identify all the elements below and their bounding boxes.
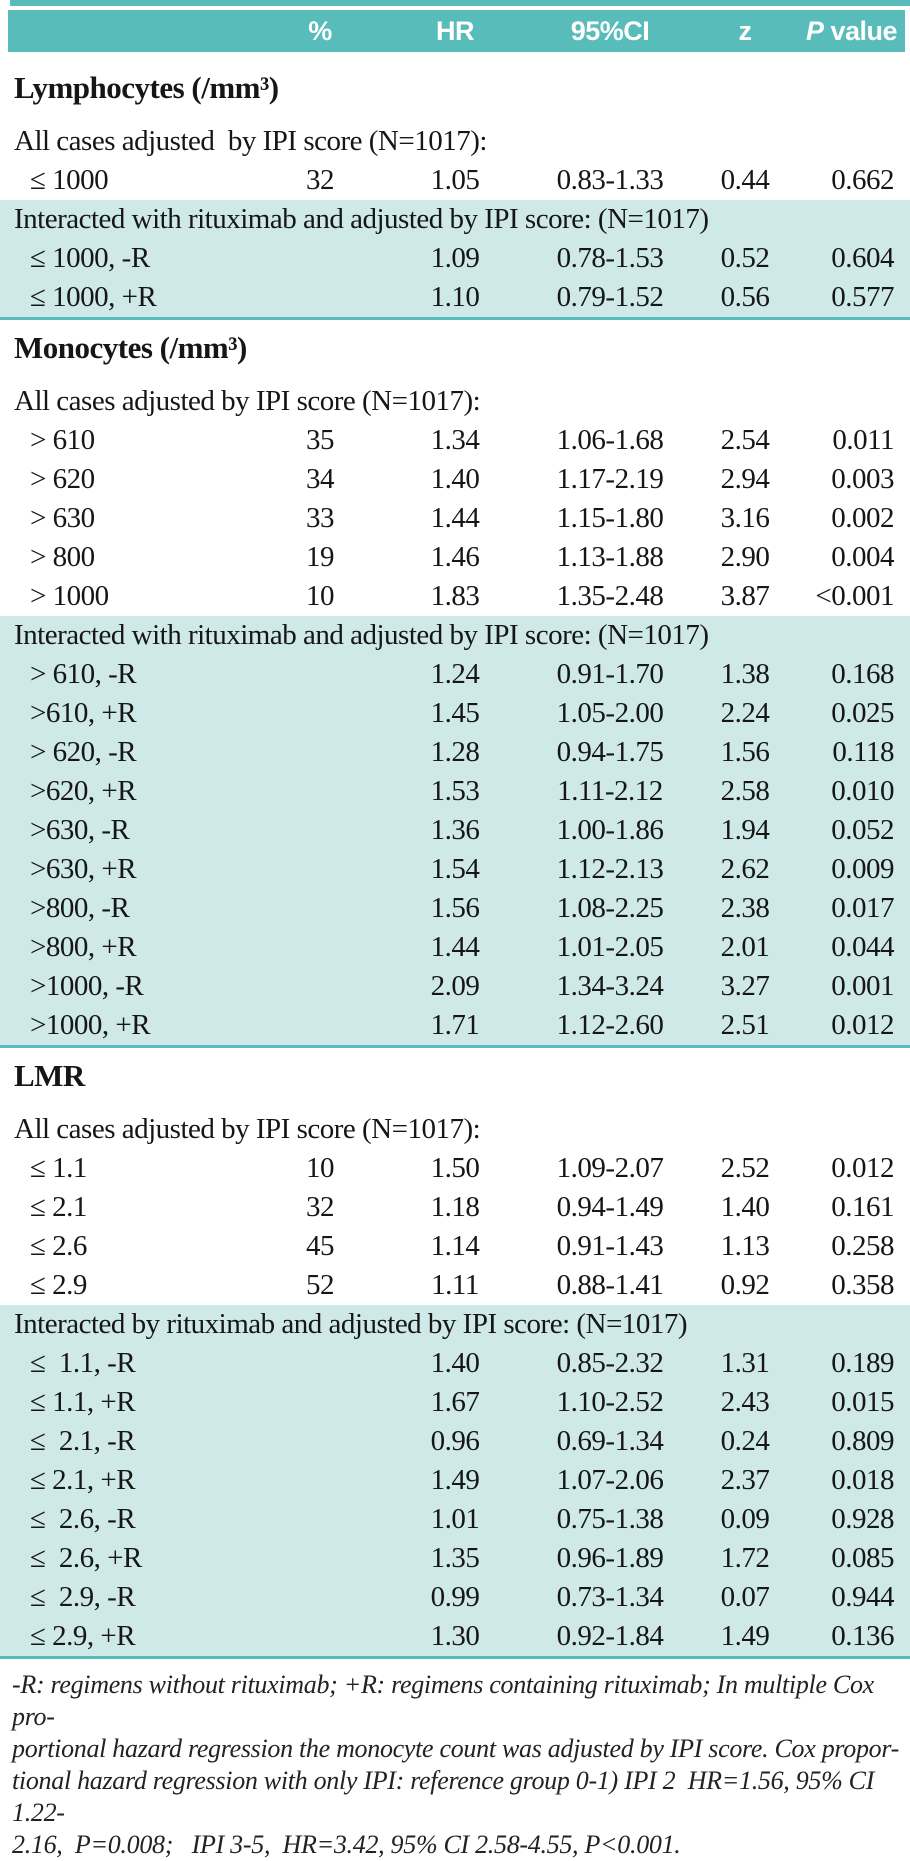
cell-z: 1.49 xyxy=(720,1620,770,1652)
cell-pct: 52 xyxy=(306,1269,334,1301)
cell-ci: 0.85-2.32 xyxy=(556,1347,664,1379)
cell-label: ≤ 2.6, +R xyxy=(30,1542,142,1574)
table-row xyxy=(0,239,910,278)
cell-z: 1.40 xyxy=(720,1191,770,1223)
footnote xyxy=(0,1669,910,1861)
table-row xyxy=(0,1500,910,1539)
cell-ci: 0.69-1.34 xyxy=(556,1425,664,1457)
cell-pct xyxy=(250,928,390,967)
cell-z: 2.51 xyxy=(720,1009,770,1041)
group-title: LMR xyxy=(14,1058,85,1093)
cell-ci: 1.34-3.24 xyxy=(556,970,664,1002)
cell-z: 3.27 xyxy=(720,970,770,1002)
cell-ci: 1.05-2.00 xyxy=(556,697,664,729)
cell-z: 1.72 xyxy=(720,1542,770,1574)
cell-ci: 1.35-2.48 xyxy=(556,580,664,612)
cell-hr: 1.28 xyxy=(430,736,480,768)
cell-label: ≤ 2.1 xyxy=(30,1191,87,1223)
cell-pct xyxy=(250,1461,390,1500)
table-row xyxy=(0,1461,910,1500)
cell-hr: 1.49 xyxy=(430,1464,480,1496)
cell-p: 0.136 xyxy=(831,1620,894,1652)
cell-hr: 2.09 xyxy=(430,970,480,1002)
table-row xyxy=(0,1344,910,1383)
cell-z: 2.38 xyxy=(720,892,770,924)
cell-z: 1.31 xyxy=(720,1347,770,1379)
cell-label: > 800 xyxy=(30,541,95,573)
cell-z: 2.94 xyxy=(720,463,770,495)
cell-pct: 33 xyxy=(306,502,334,534)
cell-hr: 1.11 xyxy=(431,1269,479,1301)
cell-z: 0.44 xyxy=(720,164,770,196)
cell-z: 2.43 xyxy=(720,1386,770,1418)
cell-pct: 45 xyxy=(306,1230,334,1262)
table-row xyxy=(0,460,910,499)
table-body xyxy=(0,68,910,1659)
column-header-pvalue xyxy=(790,16,905,47)
cell-label: >620, +R xyxy=(30,775,137,807)
cell-label: ≤ 1000, +R xyxy=(30,281,157,313)
cell-hr: 0.99 xyxy=(430,1581,480,1613)
interaction-block xyxy=(0,1305,910,1659)
cell-pct xyxy=(250,889,390,928)
cell-z: 1.13 xyxy=(720,1230,770,1262)
table-row xyxy=(0,889,910,928)
cell-ci: 0.92-1.84 xyxy=(556,1620,664,1652)
cell-z: 2.62 xyxy=(720,853,770,885)
cell-ci: 1.06-1.68 xyxy=(556,424,664,456)
footnote-line: 2.16, P=0.008; IPI 3-5, HR=3.42, 95% CI 2.58-4.55, P<0.001. xyxy=(12,1830,681,1859)
cell-pct xyxy=(250,1383,390,1422)
cell-z: 1.56 xyxy=(720,736,770,768)
cell-p: 0.018 xyxy=(831,1464,894,1496)
cell-ci: 1.09-2.07 xyxy=(556,1152,664,1184)
table-row xyxy=(0,811,910,850)
cell-p: 0.004 xyxy=(831,541,894,573)
cell-label: >610, +R xyxy=(30,697,137,729)
cell-z: 2.37 xyxy=(720,1464,770,1496)
cell-label: > 1000 xyxy=(30,580,109,612)
cell-hr: 1.40 xyxy=(430,1347,480,1379)
cell-pct: 10 xyxy=(306,1152,334,1184)
table-row xyxy=(0,278,910,317)
group-title: Lymphocytes (/mm³) xyxy=(14,70,279,105)
cell-pct: 19 xyxy=(306,541,334,573)
cell-label: > 620, -R xyxy=(30,736,137,768)
cell-hr: 1.44 xyxy=(430,502,480,534)
cell-hr: 1.18 xyxy=(430,1191,480,1223)
cell-pct xyxy=(250,1006,390,1045)
cell-ci: 0.88-1.41 xyxy=(556,1269,664,1301)
cell-pct xyxy=(250,967,390,1006)
cell-hr: 1.05 xyxy=(430,164,480,196)
cell-ci: 1.08-2.25 xyxy=(556,892,664,924)
cell-label: > 610 xyxy=(30,424,95,456)
cell-p: 0.662 xyxy=(831,164,894,196)
cell-ci: 0.94-1.49 xyxy=(556,1191,664,1223)
cell-p: 0.928 xyxy=(831,1503,894,1535)
cell-p: <0.001 xyxy=(815,580,894,612)
table-row xyxy=(0,1383,910,1422)
cell-p: 0.009 xyxy=(831,853,894,885)
table-row xyxy=(0,499,910,538)
section xyxy=(0,1056,910,1659)
cell-p: 0.577 xyxy=(831,281,894,313)
cell-p: 0.003 xyxy=(831,463,894,495)
cell-pct: 32 xyxy=(306,1191,334,1223)
section xyxy=(0,68,910,320)
cell-p: 0.011 xyxy=(832,424,894,456)
table-row xyxy=(0,733,910,772)
cell-z: 0.07 xyxy=(720,1581,770,1613)
pvalue-italic-p: P xyxy=(805,15,824,46)
all-cases-block xyxy=(0,1110,910,1305)
block-label: All cases adjusted by IPI score (N=1017): xyxy=(14,125,487,157)
cell-hr: 1.24 xyxy=(430,658,480,690)
cell-ci: 0.83-1.33 xyxy=(556,164,664,196)
cell-ci: 0.96-1.89 xyxy=(556,1542,664,1574)
cell-label: ≤ 2.6 xyxy=(30,1230,87,1262)
cell-z: 0.24 xyxy=(720,1425,770,1457)
cell-p: 0.052 xyxy=(831,814,894,846)
cell-label: > 630 xyxy=(30,502,95,534)
cell-pct: 10 xyxy=(306,580,334,612)
block-label: Interacted with rituximab and adjusted by IPI score: (N=1017) xyxy=(14,619,709,651)
cell-z: 2.01 xyxy=(720,931,770,963)
table-row xyxy=(0,967,910,1006)
cell-label: > 610, -R xyxy=(30,658,137,690)
cell-label: ≤ 2.1, -R xyxy=(30,1425,136,1457)
table-row xyxy=(0,1539,910,1578)
table-row xyxy=(0,577,910,616)
cell-ci: 1.12-2.13 xyxy=(556,853,664,885)
cell-ci: 1.13-1.88 xyxy=(556,541,664,573)
cell-pct xyxy=(250,811,390,850)
table-row xyxy=(0,1149,910,1188)
cell-label: ≤ 2.9 xyxy=(30,1269,87,1301)
cell-hr: 1.30 xyxy=(430,1620,480,1652)
cell-p: 0.085 xyxy=(831,1542,894,1574)
table-row xyxy=(0,1617,910,1656)
cell-pct xyxy=(250,694,390,733)
cell-label: >800, -R xyxy=(30,892,130,924)
table-column-header xyxy=(8,10,905,52)
cell-label: >630, +R xyxy=(30,853,137,885)
table-row xyxy=(0,1006,910,1045)
cell-ci: 0.94-1.75 xyxy=(556,736,664,768)
cell-p: 0.118 xyxy=(832,736,894,768)
table-row xyxy=(0,1188,910,1227)
cell-p: 0.012 xyxy=(831,1152,894,1184)
table-row xyxy=(0,772,910,811)
block-label: Interacted with rituximab and adjusted by IPI score: (N=1017) xyxy=(14,203,709,235)
cell-label: >630, -R xyxy=(30,814,130,846)
cell-p: 0.168 xyxy=(831,658,894,690)
all-cases-block xyxy=(0,122,910,200)
block-label: All cases adjusted by IPI score (N=1017): xyxy=(14,385,481,417)
cell-pct: 35 xyxy=(306,424,334,456)
cell-ci: 0.91-1.70 xyxy=(556,658,664,690)
cell-z: 3.87 xyxy=(720,580,770,612)
cell-p: 0.012 xyxy=(831,1009,894,1041)
cell-z: 0.52 xyxy=(720,242,770,274)
cell-hr: 1.50 xyxy=(430,1152,480,1184)
all-cases-block xyxy=(0,382,910,616)
cell-hr: 1.34 xyxy=(430,424,480,456)
cell-ci: 1.15-1.80 xyxy=(556,502,664,534)
cell-hr: 1.36 xyxy=(430,814,480,846)
cell-pct xyxy=(250,850,390,889)
cell-pct xyxy=(250,733,390,772)
cell-hr: 1.01 xyxy=(430,1503,480,1535)
cell-z: 2.58 xyxy=(720,775,770,807)
cell-z: 0.92 xyxy=(720,1269,770,1301)
cell-hr: 1.46 xyxy=(430,541,480,573)
cell-z: 2.54 xyxy=(720,424,770,456)
cell-pct xyxy=(250,1578,390,1617)
cell-z: 3.16 xyxy=(720,502,770,534)
column-header-z: z xyxy=(738,15,752,46)
cell-ci: 0.78-1.53 xyxy=(556,242,664,274)
cell-hr: 0.96 xyxy=(430,1425,480,1457)
group-title: Monocytes (/mm³) xyxy=(14,330,247,365)
cell-ci: 0.73-1.34 xyxy=(556,1581,664,1613)
cell-z: 2.24 xyxy=(720,697,770,729)
cell-z: 2.52 xyxy=(720,1152,770,1184)
cell-label: ≤ 2.9, -R xyxy=(30,1581,136,1613)
cell-p: 0.001 xyxy=(831,970,894,1002)
table-row xyxy=(0,694,910,733)
table-row xyxy=(0,1266,910,1305)
table-row xyxy=(0,161,910,200)
cell-label: >800, +R xyxy=(30,931,137,963)
table-row xyxy=(0,538,910,577)
cell-p: 0.604 xyxy=(831,242,894,274)
cell-ci: 0.91-1.43 xyxy=(556,1230,664,1262)
cell-label: >1000, -R xyxy=(30,970,144,1002)
column-header-percent: % xyxy=(308,15,332,46)
cell-p: 0.025 xyxy=(831,697,894,729)
footnote-line: tional hazard regression with only IPI: reference group 0-1) IPI 2 HR=1.56, 95% CI 1.22- xyxy=(12,1766,881,1827)
cell-pct xyxy=(250,1344,390,1383)
cell-pct xyxy=(250,1500,390,1539)
cell-pct: 32 xyxy=(306,164,334,196)
cell-pct xyxy=(250,1422,390,1461)
cell-hr: 1.44 xyxy=(430,931,480,963)
cell-pct xyxy=(250,278,390,317)
cell-z: 1.38 xyxy=(720,658,770,690)
cell-hr: 1.10 xyxy=(430,281,480,313)
table-row xyxy=(0,1422,910,1461)
cell-ci: 0.79-1.52 xyxy=(556,281,664,313)
cell-label: ≤ 2.1, +R xyxy=(30,1464,136,1496)
table-row xyxy=(0,421,910,460)
cell-p: 0.358 xyxy=(831,1269,894,1301)
footnote-line: portional hazard regression the monocyte count was adjusted by IPI score. Cox propor- xyxy=(12,1734,900,1763)
cell-hr: 1.56 xyxy=(430,892,480,924)
cell-pct xyxy=(250,1617,390,1656)
cell-p: 0.189 xyxy=(831,1347,894,1379)
cell-hr: 1.54 xyxy=(430,853,480,885)
cell-pct xyxy=(250,1539,390,1578)
cell-p: 0.002 xyxy=(831,502,894,534)
cell-ci: 1.17-2.19 xyxy=(556,463,664,495)
cell-hr: 1.35 xyxy=(430,1542,480,1574)
cell-ci: 1.12-2.60 xyxy=(556,1009,664,1041)
cell-ci: 1.11-2.12 xyxy=(557,775,663,807)
cell-hr: 1.14 xyxy=(430,1230,480,1262)
table-row xyxy=(0,850,910,889)
column-header-95ci: 95%CI xyxy=(570,15,650,46)
cell-label: ≤ 1.1, +R xyxy=(30,1386,136,1418)
cell-label: ≤ 1.1, -R xyxy=(30,1347,136,1379)
interaction-block xyxy=(0,616,910,1048)
cell-label: ≤ 1.1 xyxy=(30,1152,87,1184)
table-row xyxy=(0,655,910,694)
cell-ci: 0.75-1.38 xyxy=(556,1503,664,1535)
block-label: Interacted by rituximab and adjusted by IPI score: (N=1017) xyxy=(14,1308,687,1340)
footnote-line: -R: regimens without rituximab; +R: regimens containing rituximab; In multiple Cox pro- xyxy=(12,1670,881,1731)
cell-label: ≤ 2.6, -R xyxy=(30,1503,136,1535)
cell-p: 0.161 xyxy=(831,1191,894,1223)
cell-hr: 1.67 xyxy=(430,1386,480,1418)
cell-z: 1.94 xyxy=(720,814,770,846)
table-row xyxy=(0,1578,910,1617)
interaction-block xyxy=(0,200,910,320)
cell-pct xyxy=(250,239,390,278)
cell-p: 0.015 xyxy=(831,1386,894,1418)
cell-label: ≤ 1000, -R xyxy=(30,242,150,274)
cell-hr: 1.09 xyxy=(430,242,480,274)
block-label: All cases adjusted by IPI score (N=1017): xyxy=(14,1113,481,1145)
cell-pct xyxy=(250,772,390,811)
cell-p: 0.944 xyxy=(831,1581,894,1613)
cell-ci: 1.00-1.86 xyxy=(556,814,664,846)
cell-hr: 1.83 xyxy=(430,580,480,612)
cell-hr: 1.40 xyxy=(430,463,480,495)
cell-hr: 1.71 xyxy=(430,1009,480,1041)
table-row xyxy=(0,928,910,967)
cell-p: 0.010 xyxy=(831,775,894,807)
cell-z: 0.56 xyxy=(720,281,770,313)
cell-p: 0.044 xyxy=(831,931,894,963)
cell-pct: 34 xyxy=(306,463,334,495)
cell-hr: 1.53 xyxy=(430,775,480,807)
cell-pct xyxy=(250,655,390,694)
column-header-hr: HR xyxy=(436,15,474,46)
cell-ci: 1.07-2.06 xyxy=(556,1464,664,1496)
cell-p: 0.258 xyxy=(831,1230,894,1262)
cell-z: 0.09 xyxy=(720,1503,770,1535)
cell-hr: 1.45 xyxy=(430,697,480,729)
cell-z: 2.90 xyxy=(720,541,770,573)
cell-label: >1000, +R xyxy=(30,1009,151,1041)
table-row xyxy=(0,1227,910,1266)
cell-label: ≤ 1000 xyxy=(30,164,109,196)
cell-p: 0.017 xyxy=(831,892,894,924)
pvalue-rest: value xyxy=(823,15,897,46)
section xyxy=(0,328,910,1048)
cell-ci: 1.01-2.05 xyxy=(556,931,664,963)
top-accent-strip xyxy=(10,0,910,6)
cell-label: > 620 xyxy=(30,463,95,495)
cell-p: 0.809 xyxy=(831,1425,894,1457)
cell-label: ≤ 2.9, +R xyxy=(30,1620,136,1652)
cell-ci: 1.10-2.52 xyxy=(556,1386,664,1418)
